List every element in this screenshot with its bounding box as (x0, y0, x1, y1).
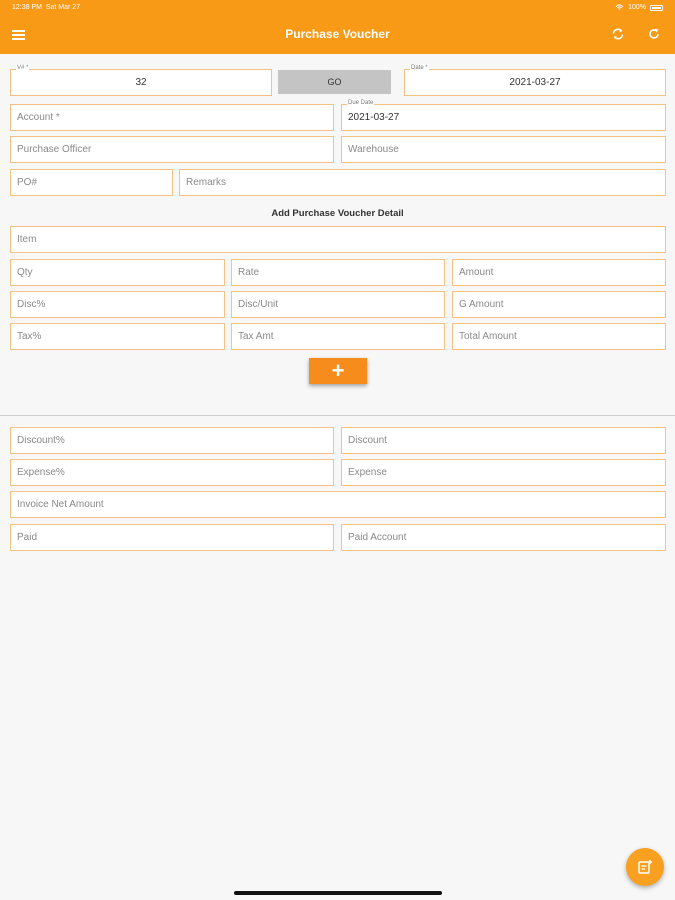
account-field[interactable] (10, 104, 334, 131)
disc-unit-placeholder: Disc/Unit (238, 299, 279, 310)
qty-field[interactable] (10, 259, 225, 286)
date-field[interactable] (404, 65, 666, 96)
paid-placeholder: Paid (17, 532, 38, 543)
purchase-officer-placeholder: Purchase Officer (17, 144, 92, 155)
amount-field[interactable] (452, 259, 666, 286)
g-amount-field[interactable] (452, 291, 666, 318)
due-date-field[interactable] (341, 100, 666, 131)
tax-amt-placeholder: Tax Amt (238, 331, 274, 342)
battery-icon (650, 5, 663, 11)
voucher-number-label: V# * (17, 65, 29, 71)
expense-field[interactable] (341, 459, 666, 486)
page-title: Purchase Voucher (285, 27, 390, 41)
invoice-net-amount-field[interactable] (10, 491, 666, 518)
total-amount-field[interactable] (452, 323, 666, 350)
refresh-icon[interactable] (646, 26, 662, 42)
status-time (12, 4, 80, 11)
po-placeholder: PO# (17, 177, 38, 188)
tax-amt-field[interactable] (231, 323, 445, 350)
date-value: 2021-03-27 (509, 77, 561, 88)
save-voucher-fab[interactable] (626, 848, 664, 886)
sync-icon[interactable] (610, 26, 626, 42)
disc-percent-field[interactable] (10, 291, 225, 318)
app-bar (0, 0, 675, 54)
voucher-number-value: 32 (135, 77, 147, 88)
expense-percent-field[interactable] (10, 459, 334, 486)
status-indicators (615, 4, 663, 11)
g-amount-placeholder: G Amount (459, 299, 504, 310)
rate-placeholder: Rate (238, 267, 260, 278)
qty-placeholder: Qty (17, 267, 33, 278)
paid-account-field[interactable] (341, 524, 666, 551)
total-amount-placeholder: Total Amount (459, 331, 517, 342)
status-date: Sat Mar 27 (45, 4, 81, 11)
paid-account-placeholder: Paid Account (348, 532, 407, 543)
remarks-placeholder: Remarks (186, 177, 227, 188)
section-divider (0, 415, 675, 416)
battery-percent: 100% (628, 4, 646, 11)
go-button[interactable]: GO (278, 70, 391, 94)
expense-placeholder: Expense (348, 467, 387, 478)
status-clock: 12:38 PM (12, 4, 42, 11)
due-date-label: Due Date (348, 100, 374, 106)
discount-percent-field[interactable] (10, 427, 334, 454)
rate-field[interactable] (231, 259, 445, 286)
discount-percent-placeholder: Discount% (17, 435, 65, 446)
item-field[interactable] (10, 226, 666, 253)
discount-field[interactable] (341, 427, 666, 454)
tax-percent-placeholder: Tax% (17, 331, 42, 342)
edit-note-icon (637, 859, 653, 875)
discount-placeholder: Discount (348, 435, 387, 446)
invoice-net-amount-placeholder: Invoice Net Amount (17, 499, 104, 510)
voucher-number-field[interactable] (10, 65, 272, 96)
wifi-icon (615, 4, 624, 11)
warehouse-placeholder: Warehouse (348, 144, 399, 155)
disc-percent-placeholder: Disc% (17, 299, 46, 310)
item-placeholder: Item (17, 234, 37, 245)
tax-percent-field[interactable] (10, 323, 225, 350)
amount-placeholder: Amount (459, 267, 494, 278)
remarks-field[interactable] (179, 169, 666, 196)
add-detail-button[interactable] (309, 358, 367, 384)
paid-field[interactable] (10, 524, 334, 551)
due-date-value: 2021-03-27 (348, 112, 400, 123)
warehouse-field[interactable] (341, 136, 666, 163)
purchase-officer-field[interactable] (10, 136, 334, 163)
home-indicator (234, 891, 442, 895)
date-label: Date * (411, 65, 428, 71)
disc-unit-field[interactable] (231, 291, 445, 318)
plus-icon: + (331, 358, 345, 383)
expense-percent-placeholder: Expense% (17, 467, 65, 478)
account-placeholder: Account * (17, 112, 60, 123)
po-field[interactable] (10, 169, 173, 196)
detail-section-heading: Add Purchase Voucher Detail (271, 208, 404, 219)
